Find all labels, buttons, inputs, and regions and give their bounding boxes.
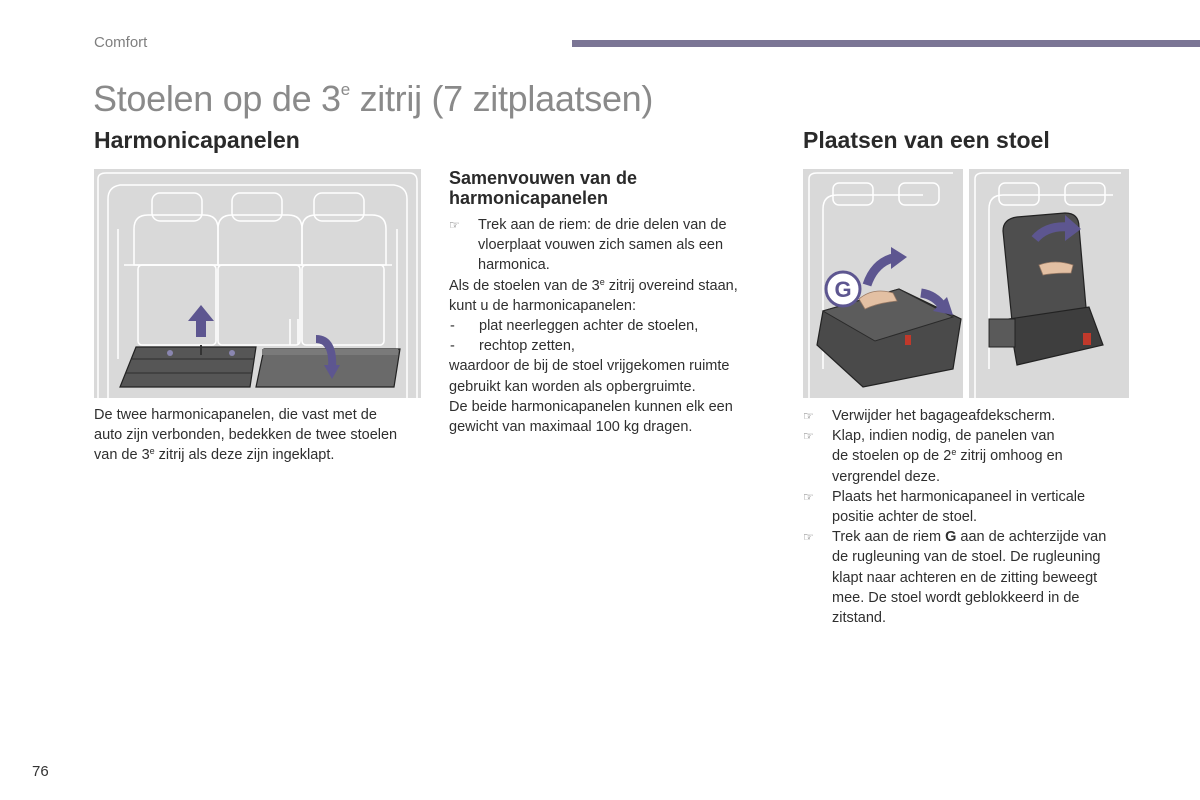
pointing-hand-icon: ☞ [449, 218, 460, 232]
pointing-hand-icon: ☞ [803, 530, 814, 545]
list-item: - plat neerleggen achter de stoelen, [450, 318, 699, 335]
list-item: - rechtop zetten, [450, 338, 575, 355]
list-item: ☞ Klap, indien nodig, de panelen van de stoelen op de 2e zitrij omhoog en vergrendel deze. [803, 426, 1133, 487]
middle-body: ☞ Trek aan de riem: de drie delen van de vloerplaat vouwen zich samen als een harmonica. Als de stoelen van de 3e zitrij overeind staan, kunt u de harmonicapanelen: - plat neerleggen achter de stoelen, - rechtop zetten, waardoor de bij de stoel vrijgekomen ruimte gebruikt kan worden als opbergruimte. De beide harmonicapanelen kunnen elk een gewicht van maximaal 100 kg dragen. [449, 215, 769, 437]
pointing-hand-icon: ☞ [803, 489, 814, 504]
list-item: ☞ Trek aan de riem G aan de achterzijde van de rugleuning van de stoel. De rugleuning klapt naar achteren en de zitting beweegt mee. De stoel wordt geblokkeerd in de zitstand. [803, 527, 1133, 628]
luggage-area-folding-panels-illustration [94, 169, 421, 398]
section-label: Comfort [94, 34, 148, 51]
strap-label-g: G [834, 277, 852, 302]
left-caption: De twee harmonicapanelen, die vast met de auto zijn verbonden, bedekken de twee stoelen van de 3e zitrij als deze zijn ingeklapt. [94, 407, 398, 464]
heading-samenvouwen: Samenvouwen van de harmonicapanelen [449, 168, 638, 208]
pointing-hand-icon: ☞ [803, 409, 814, 423]
list-item: ☞ Trek aan de riem: de drie delen van de vloerplaat vouwen zich samen als een harmonica. [449, 215, 769, 276]
heading-plaatsen: Plaatsen van een stoel [803, 127, 1050, 153]
list-item: ☞ Verwijder het bagageafdekscherm. [803, 406, 1133, 426]
pointing-hand-icon: ☞ [803, 429, 814, 444]
header-bar [572, 40, 1200, 47]
list-item: ☞ Plaats het harmonicapaneel in verticale positie achter de stoel. [803, 487, 1133, 527]
page-number: 76 [32, 763, 49, 780]
page-title: Stoelen op de 3e zitrij (7 zitplaatsen) [93, 78, 654, 119]
heading-harmonicapanelen: Harmonicapanelen [94, 127, 300, 153]
right-body [803, 406, 1133, 628]
seat-placement-illustration [803, 169, 1129, 398]
